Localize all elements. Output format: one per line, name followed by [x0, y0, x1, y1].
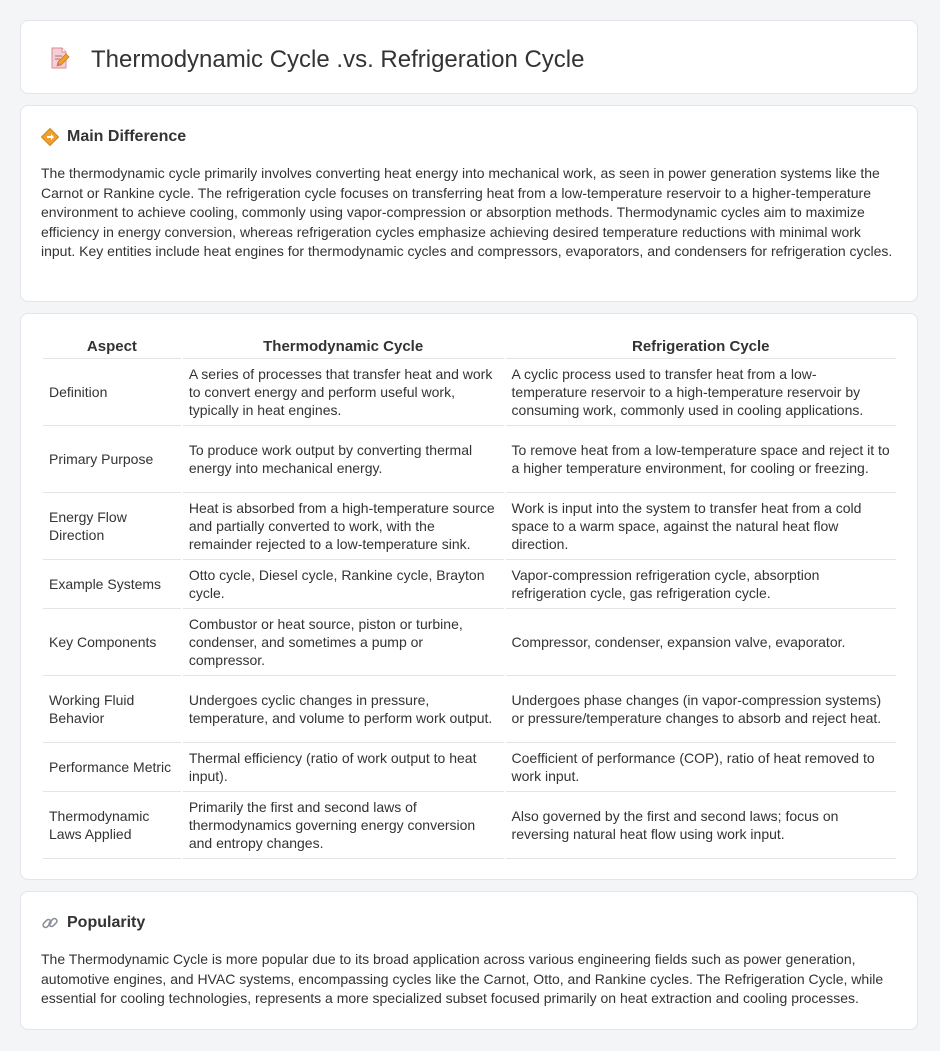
title-card [20, 20, 918, 94]
table-row [43, 359, 896, 426]
diamond-signpost-icon [41, 128, 59, 146]
main-difference-section [20, 105, 918, 302]
row-thermodynamic: Heat is absorbed from a high-temperature source and partially converted to work, with the remainder rejected to a low-temperature sink. [183, 493, 504, 560]
table-header-row [43, 334, 896, 359]
popularity-header [41, 912, 145, 934]
column-header-aspect: Aspect [43, 334, 181, 359]
table-row [43, 426, 896, 493]
row-refrigeration: Vapor-compression refrigeration cycle, absorption refrigeration cycle, gas refrigeration cycle. [506, 560, 896, 609]
row-aspect: Example Systems [43, 560, 181, 609]
table-row [43, 560, 896, 609]
row-thermodynamic: To produce work output by converting thermal energy into mechanical energy. [183, 426, 504, 493]
row-aspect: Key Components [43, 609, 181, 676]
document-edit-icon [47, 46, 71, 70]
row-refrigeration: Compressor, condenser, expansion valve, evaporator. [506, 609, 896, 676]
row-aspect: Definition [43, 359, 181, 426]
row-thermodynamic: Thermal efficiency (ratio of work output to heat input). [183, 743, 504, 792]
row-refrigeration: Also governed by the first and second laws; focus on reversing natural heat flow using work input. [506, 792, 896, 859]
column-header-refrigeration: Refrigeration Cycle [506, 334, 896, 359]
row-thermodynamic: Combustor or heat source, piston or turbine, condenser, and sometimes a pump or compressor. [183, 609, 504, 676]
main-difference-header [41, 126, 186, 148]
row-refrigeration: Undergoes phase changes (in vapor-compression systems) or pressure/temperature changes to absorb and reject heat. [506, 676, 896, 743]
row-refrigeration: A cyclic process used to transfer heat from a low-temperature reservoir to a high-temperature reservoir by consuming work, commonly used in cooling applications. [506, 359, 896, 426]
row-aspect: Energy Flow Direction [43, 493, 181, 560]
row-thermodynamic: A series of processes that transfer heat and work to convert energy and perform useful work, typically in heat engines. [183, 359, 504, 426]
table-row [43, 609, 896, 676]
popularity-heading: Popularity [67, 914, 146, 931]
column-header-thermodynamic: Thermodynamic Cycle [183, 334, 504, 359]
table-row [43, 743, 896, 792]
row-refrigeration: Work is input into the system to transfer heat from a cold space to a warm space, against the natural heat flow direction. [506, 493, 896, 560]
row-thermodynamic: Undergoes cyclic changes in pressure, temperature, and volume to perform work output. [183, 676, 504, 743]
table-row [43, 493, 896, 560]
main-difference-heading: Main Difference [67, 128, 187, 145]
row-aspect: Primary Purpose [43, 426, 181, 493]
popularity-text: The Thermodynamic Cycle is more popular due to its broad application across various engineering fields such as power generation, automotive engines, and HVAC systems, encompassing cycles like the Carnot, Otto, and Rankine cycles. The Refrigeration Cycle, while essential for cooling technologies, represents a more specialized subset focused primarily on heat extraction and cooling processes. [41, 951, 884, 1006]
link-icon [41, 914, 59, 932]
row-aspect: Performance Metric [43, 743, 181, 792]
row-refrigeration: To remove heat from a low-temperature space and reject it to a higher temperature environment, for cooling or freezing. [506, 426, 896, 493]
popularity-section [20, 891, 918, 1030]
comparison-section [20, 313, 918, 880]
comparison-table [41, 334, 898, 859]
row-aspect: Working Fluid Behavior [43, 676, 181, 743]
table-row [43, 792, 896, 859]
table-row [43, 676, 896, 743]
row-aspect: Thermodynamic Laws Applied [43, 792, 181, 859]
row-refrigeration: Coefficient of performance (COP), ratio of heat removed to work input. [506, 743, 896, 792]
main-difference-text: The thermodynamic cycle primarily involves converting heat energy into mechanical work, as seen in power generation systems like the Carnot or Rankine cycle. The refrigeration cycle focuses on transferring heat from a low-temperature reservoir to a higher-temperature environment to achieve cooling, commonly using vapor-compression or absorption methods. Thermodynamic cycles aim to maximize efficiency in energy conversion, whereas refrigeration cycles emphasize achieving desired temperature reductions with minimal work input. Key entities include heat engines for thermodynamic cycles and compressors, evaporators, and condensers for refrigeration cycles. [41, 165, 893, 259]
row-thermodynamic: Primarily the first and second laws of thermodynamics governing energy conversion and entropy changes. [183, 792, 504, 859]
page-title: Thermodynamic Cycle .vs. Refrigeration Cycle [91, 46, 585, 73]
row-thermodynamic: Otto cycle, Diesel cycle, Rankine cycle, Brayton cycle. [183, 560, 504, 609]
